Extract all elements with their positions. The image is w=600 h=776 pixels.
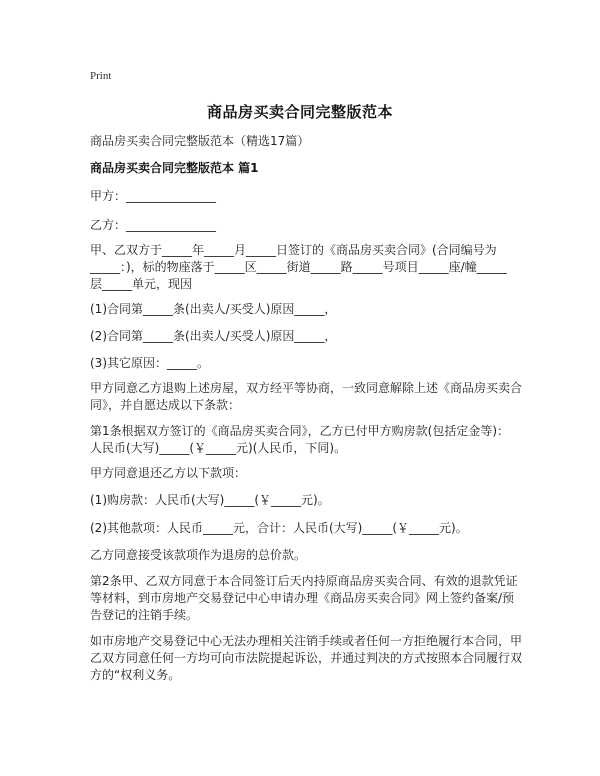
article1-line2: 人民币(大写)_____(￥_____元)(人民币，下同)。 — [90, 441, 347, 455]
document-title: 商品房买卖合同完整版范本 — [206, 103, 393, 121]
refund-item-1: (1)购房款：人民币(大写)_____(￥_____元)。 — [90, 493, 330, 507]
article2-line2: 等材料，到市房地产交易登记中心申请办理《商品房买卖合同》网上签约备案/预 — [90, 591, 515, 605]
article2-line1: 第2条甲、乙双方同意于本合同签订后天内持原商品房买卖合同、有效的退款凭证 — [90, 574, 518, 588]
print-label: Print — [90, 70, 112, 82]
refund-item-2: (2)其他款项：人民币_____元，合计：人民币(大写)_____(￥_____元)。 — [90, 521, 468, 535]
para1-line2: _____：)，标的物座落于_____区_____街道_____路_____号项目_____座/幢_____ — [90, 260, 507, 274]
refund-intro: 甲方同意退还乙方以下款项： — [90, 466, 247, 480]
acceptance-line: 乙方同意接受该款项作为退房的总价款。 — [90, 548, 307, 562]
para2-line2: 同》，并自愿达成以下条款： — [90, 398, 241, 412]
para3-line1: 如市房地产交易登记中心无法办理相关注销手续或者任何一方拒绝履行本合同，甲 — [90, 634, 523, 648]
para2-line1: 甲方同意乙方退购上述房屋，双方经平等协商，一致同意解除上述《商品房买卖合 — [90, 381, 523, 395]
article2-line3: 告登记的注销手续。 — [90, 608, 199, 622]
reason-item-1: (1)合同第_____条(出卖人/买受人)原因_____， — [90, 302, 337, 316]
party-b-line: 乙方：_______________ — [90, 218, 217, 232]
article1-line1: 第1条根据双方签订的《商品房买卖合同》，乙方已付甲方购房款(包括定金等)： — [90, 424, 510, 438]
para3-line2: 乙双方同意任何一方均可向市法院提起诉讼，并通过判决的方式按照本合同履行双 — [90, 651, 523, 665]
document-subtitle: 商品房买卖合同完整版范本（精选17篇） — [90, 134, 310, 148]
reason-item-3: (3)其它原因：_____。 — [90, 356, 209, 370]
party-a-line: 甲方：_______________ — [90, 189, 217, 203]
para1-line3: 层_____单元，现因 — [90, 277, 193, 291]
section-title: 商品房买卖合同完整版范本 篇1 — [90, 161, 259, 175]
para1-line1: 甲、乙双方于_____年_____月_____日签订的《商品房买卖合同》(合同编号为 — [90, 243, 497, 257]
para3-line3: 方的“权利义务。 — [90, 668, 181, 682]
reason-item-2: (2)合同第_____条(出卖人/买受人)原因_____， — [90, 329, 337, 343]
